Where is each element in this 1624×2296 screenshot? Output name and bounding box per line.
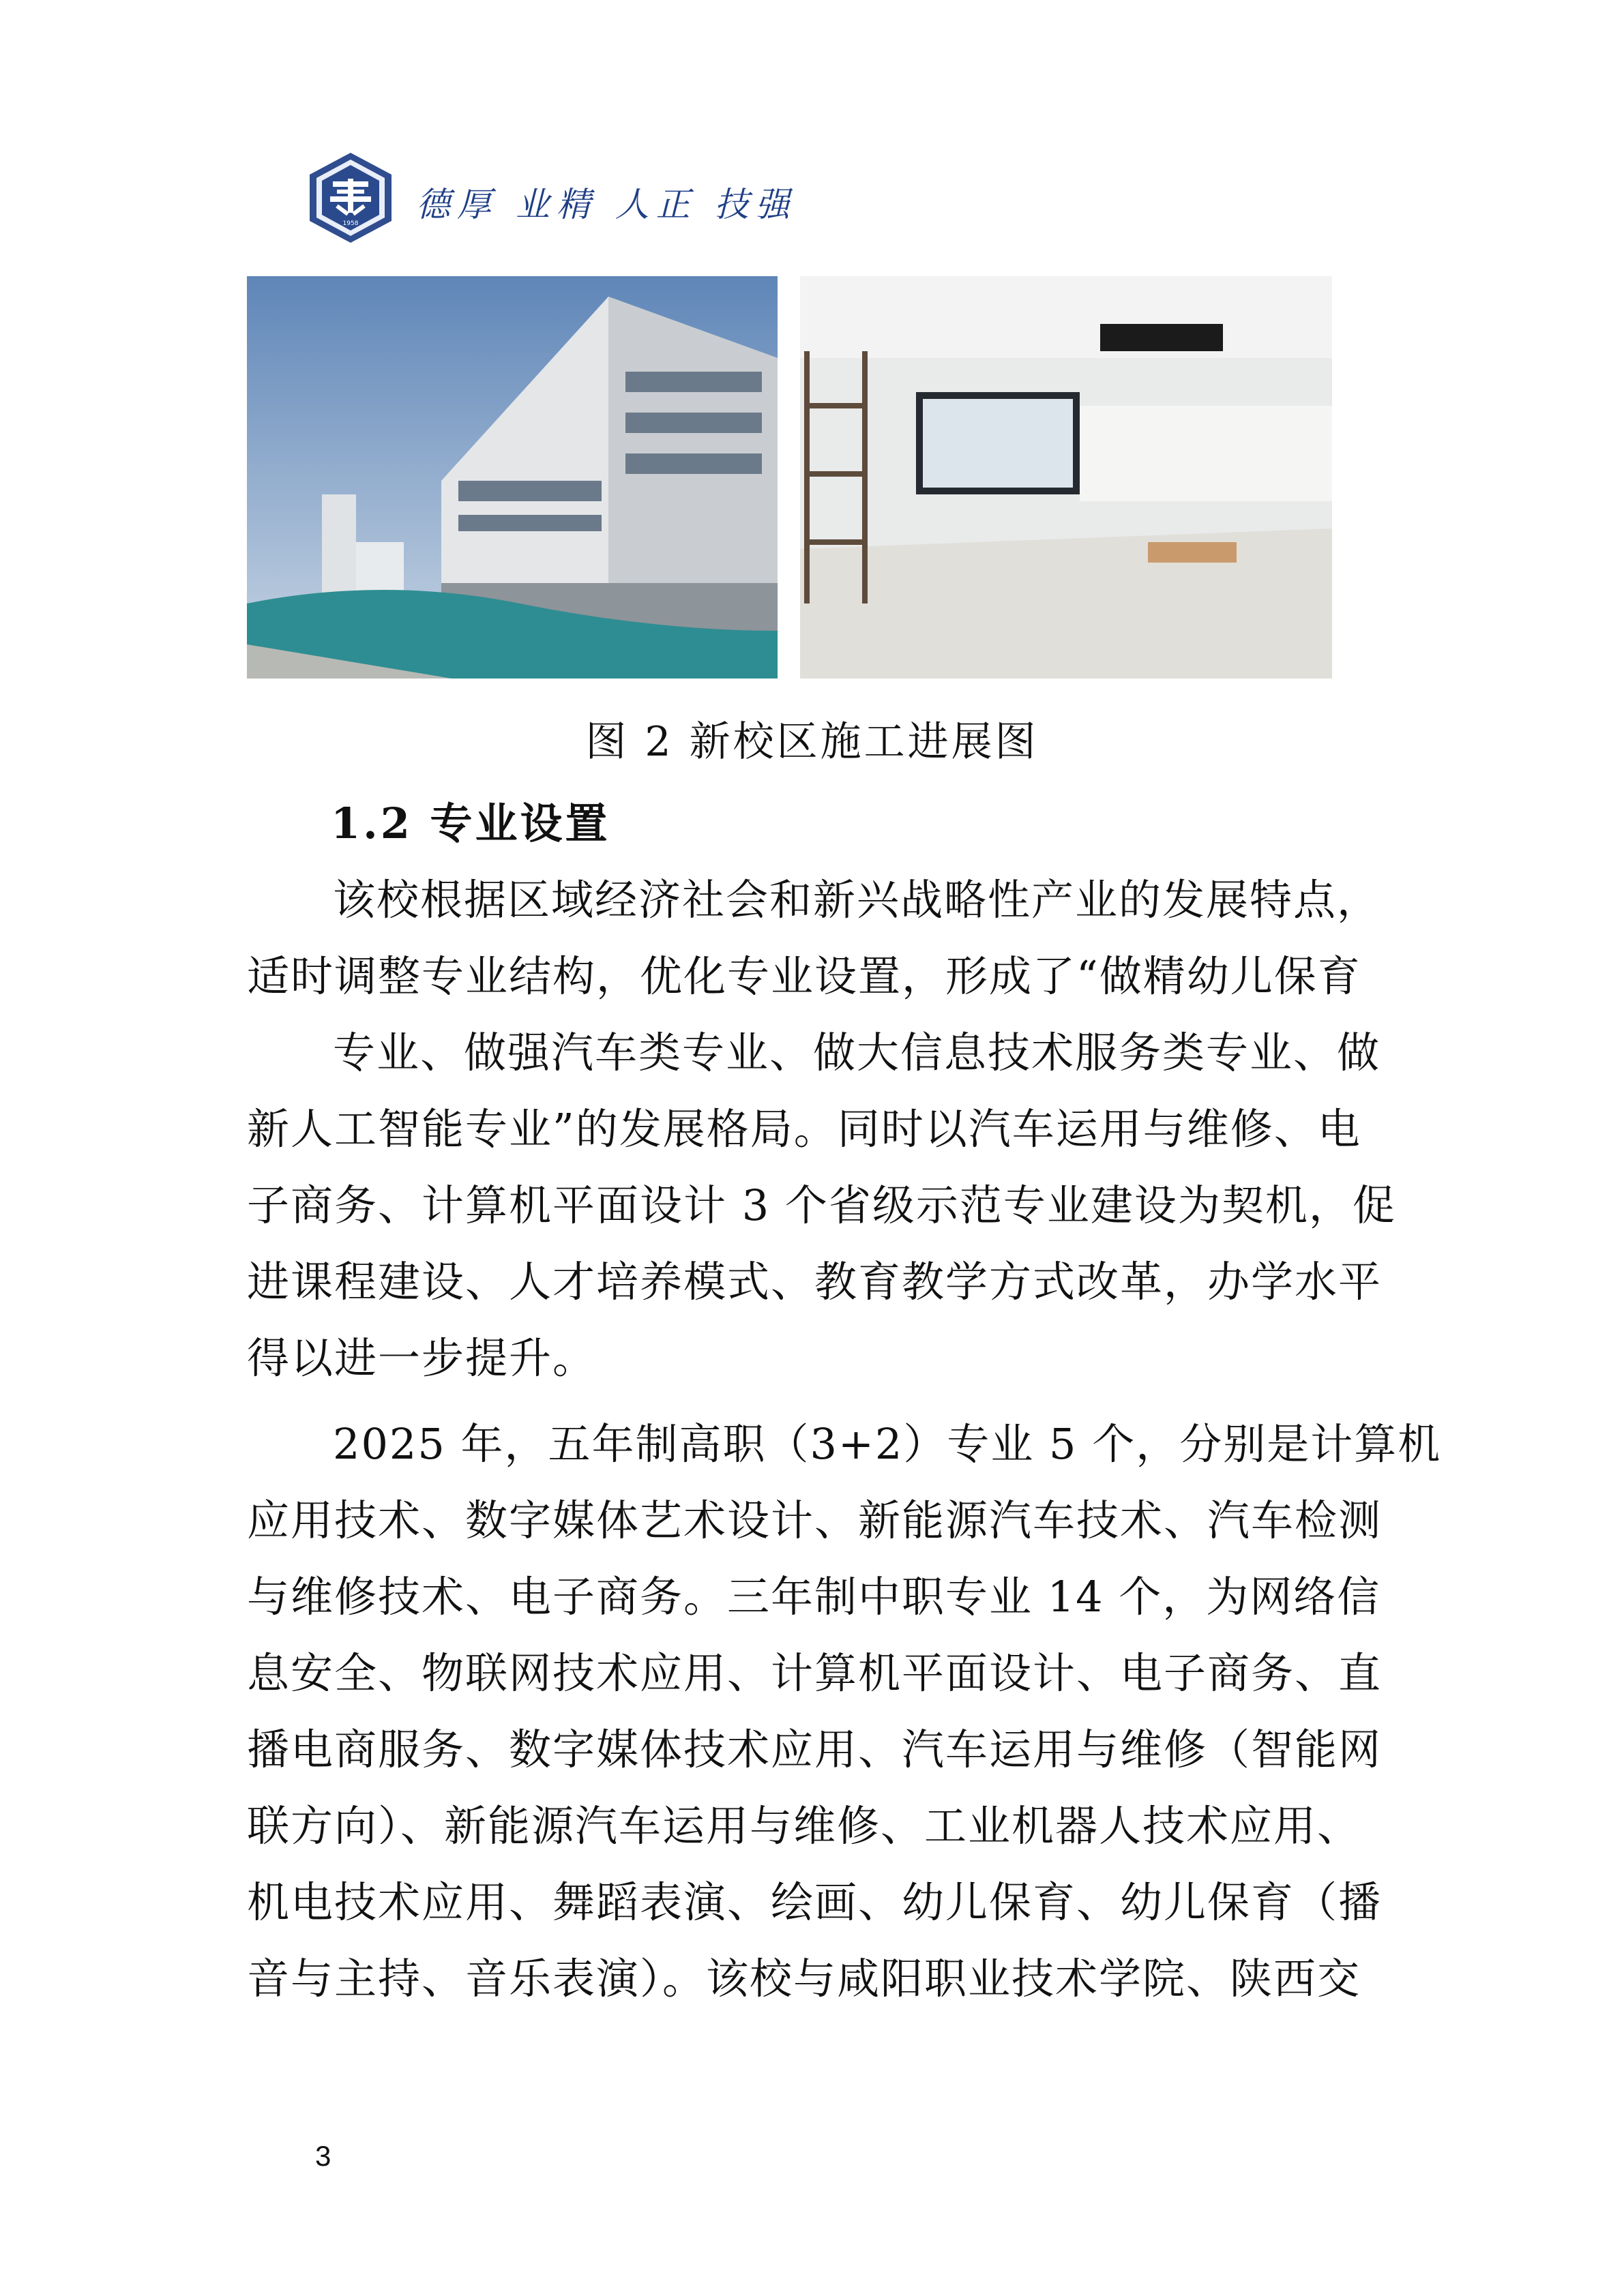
page-number: 3 bbox=[315, 2140, 331, 2172]
text-line: 新人工智能专业”的发展格局。同时以汽车运用与维修、电 bbox=[247, 1104, 1361, 1154]
section-heading: 1.2 专业设置 bbox=[331, 799, 610, 848]
text-line: 机电技术应用、舞蹈表演、绘画、幼儿保育、幼儿保育（播 bbox=[247, 1877, 1383, 1927]
header-logo-area bbox=[307, 151, 797, 247]
text-line: 进课程建设、人才培养模式、教育教学方式改革，办学水平 bbox=[247, 1257, 1383, 1307]
text-line: 播电商服务、数字媒体技术应用、汽车运用与维修（智能网 bbox=[247, 1725, 1383, 1774]
text-line: 专业、做强汽车类专业、做大信息技术服务类专业、做 bbox=[333, 1028, 1381, 1077]
building-exterior-photo bbox=[247, 276, 778, 679]
text-line: 子商务、计算机平面设计 3 个省级示范专业建设为契机，促 bbox=[247, 1180, 1396, 1230]
school-logo bbox=[307, 151, 394, 244]
logo-year: 1958 bbox=[342, 220, 359, 227]
school-motto: 德厚 业精 人正 技强 bbox=[416, 185, 797, 224]
text-line: 与维修技术、电子商务。三年制中职专业 14 个，为网络信 bbox=[247, 1572, 1381, 1622]
text-line: 得以进一步提升。 bbox=[247, 1333, 597, 1383]
text-line: 该校根据区域经济社会和新兴战略性产业的发展特点， bbox=[333, 875, 1381, 925]
text-line: 息安全、物联网技术应用、计算机平面设计、电子商务、直 bbox=[247, 1648, 1383, 1698]
text-line: 联方向）、新能源汽车运用与维修、工业机器人技术应用、 bbox=[247, 1801, 1361, 1851]
text-line: 应用技术、数字媒体艺术设计、新能源汽车技术、汽车检测 bbox=[247, 1495, 1383, 1545]
interior-classroom-photo bbox=[800, 276, 1332, 679]
text-line: 2025 年，五年制高职（3+2）专业 5 个，分别是计算机 bbox=[333, 1419, 1442, 1469]
text-line: 适时调整专业结构，优化专业设置，形成了“做精幼儿保育 bbox=[247, 951, 1361, 1001]
figure-caption: 图 2 新校区施工进展图 bbox=[585, 718, 1039, 766]
text-line: 音与主持、音乐表演）。该校与咸阳职业技术学院、陕西交 bbox=[247, 1954, 1361, 2003]
